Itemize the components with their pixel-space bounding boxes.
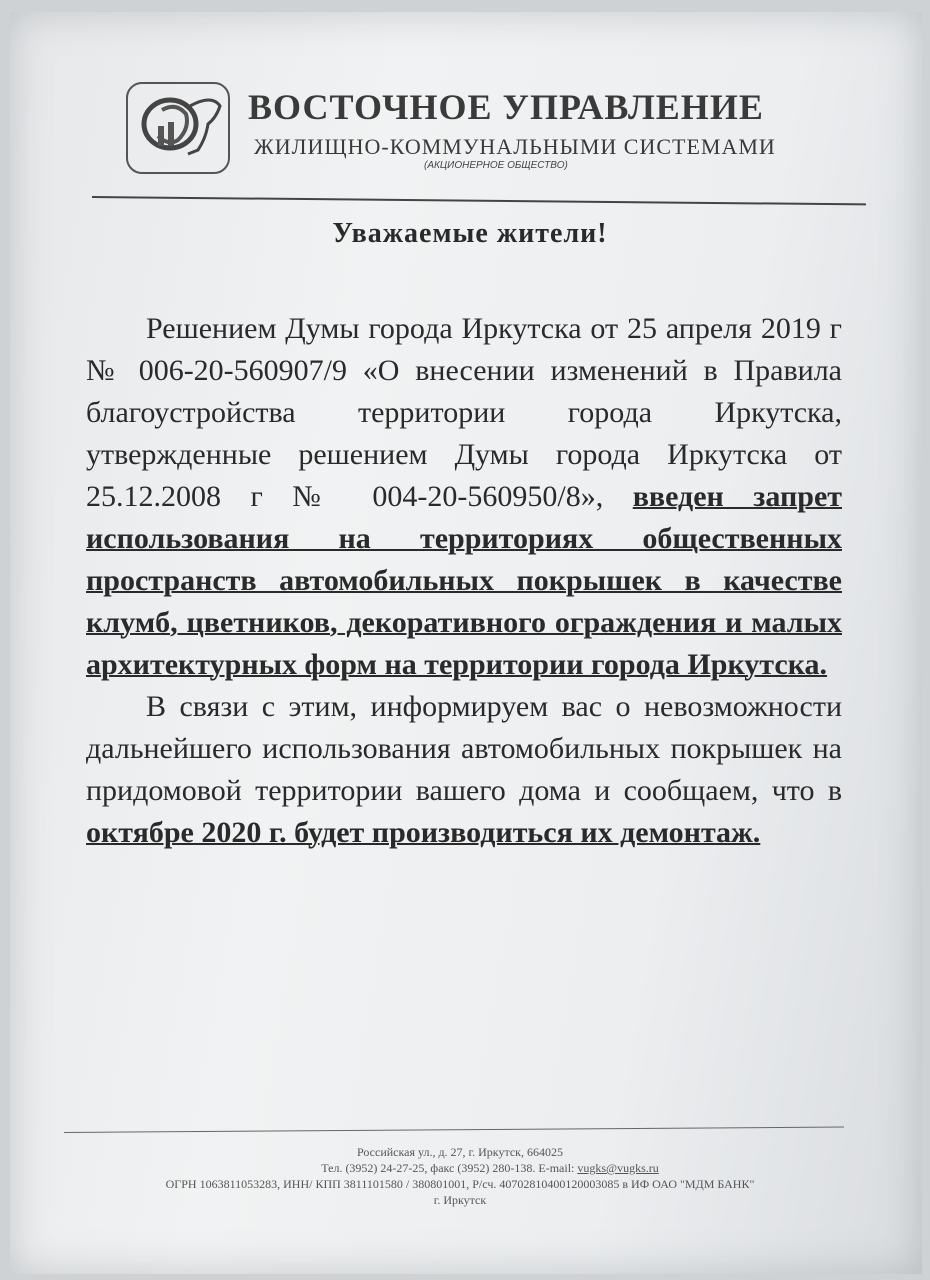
paragraph-1 bbox=[86, 308, 842, 686]
greeting-heading: Уважаемые жители! bbox=[332, 218, 608, 249]
footer bbox=[60, 1144, 860, 1208]
footer-city: г. Иркутск bbox=[433, 1193, 487, 1207]
org-subtitle: ЖИЛИЩНО-КОММУНАЛЬНЫМИ СИСТЕМАМИ bbox=[254, 134, 776, 159]
footer-divider bbox=[64, 1127, 844, 1133]
paragraph-2 bbox=[86, 686, 842, 854]
paragraph-2-text: В связи с этим, информируем вас о невозможности дальнейшего использования автомобильных покрышек на придомовой территории вашего дома и сообщаем, что в bbox=[86, 690, 842, 807]
letterhead bbox=[126, 82, 816, 182]
paragraph-1-emphasis: введен запрет использования на территориях общественных пространств автомобильных покрышек в качестве клумб, цветников, декоративного ограждения и малых архитектурных форм на территории города Иркутска. bbox=[86, 480, 842, 681]
header-divider bbox=[92, 196, 866, 205]
footer-phone: Тел. (3952) 24-27-25, факс (3952) 280-138. E-mail: bbox=[321, 1161, 578, 1175]
footer-email[interactable]: vugks@vugks.ru bbox=[577, 1161, 659, 1175]
paragraph-1-text: Решением Думы города Иркутска от 25 апреля 2019 г № 006-20-560907/9 «О внесении изменений в Правила благоустройства территории города Иркутска, утвержденные решением Думы города Иркутска от 25.12.2008 г № 004-20-560950/8», bbox=[86, 312, 842, 513]
paragraph-2-emphasis: октябре 2020 г. будет производиться их демонтаж. bbox=[86, 816, 761, 849]
org-title: ВОСТОЧНОЕ УПРАВЛЕНИЕ bbox=[248, 87, 764, 127]
footer-address: Российская ул., д. 27, г. Иркутск, 664025 bbox=[357, 1145, 563, 1159]
notice-body bbox=[86, 308, 842, 854]
footer-bank: ОГРН 1063811053283, ИНН/ КПП 3811101580 / 380801001, Р/сч. 40702810400120003085 в ИФ ОАО "МДМ БАНК" bbox=[165, 1177, 755, 1191]
company-logo-icon bbox=[126, 82, 230, 174]
org-type: (АКЦИОНЕРНОЕ ОБЩЕСТВО) bbox=[424, 160, 568, 171]
footer-contacts bbox=[60, 1160, 860, 1176]
